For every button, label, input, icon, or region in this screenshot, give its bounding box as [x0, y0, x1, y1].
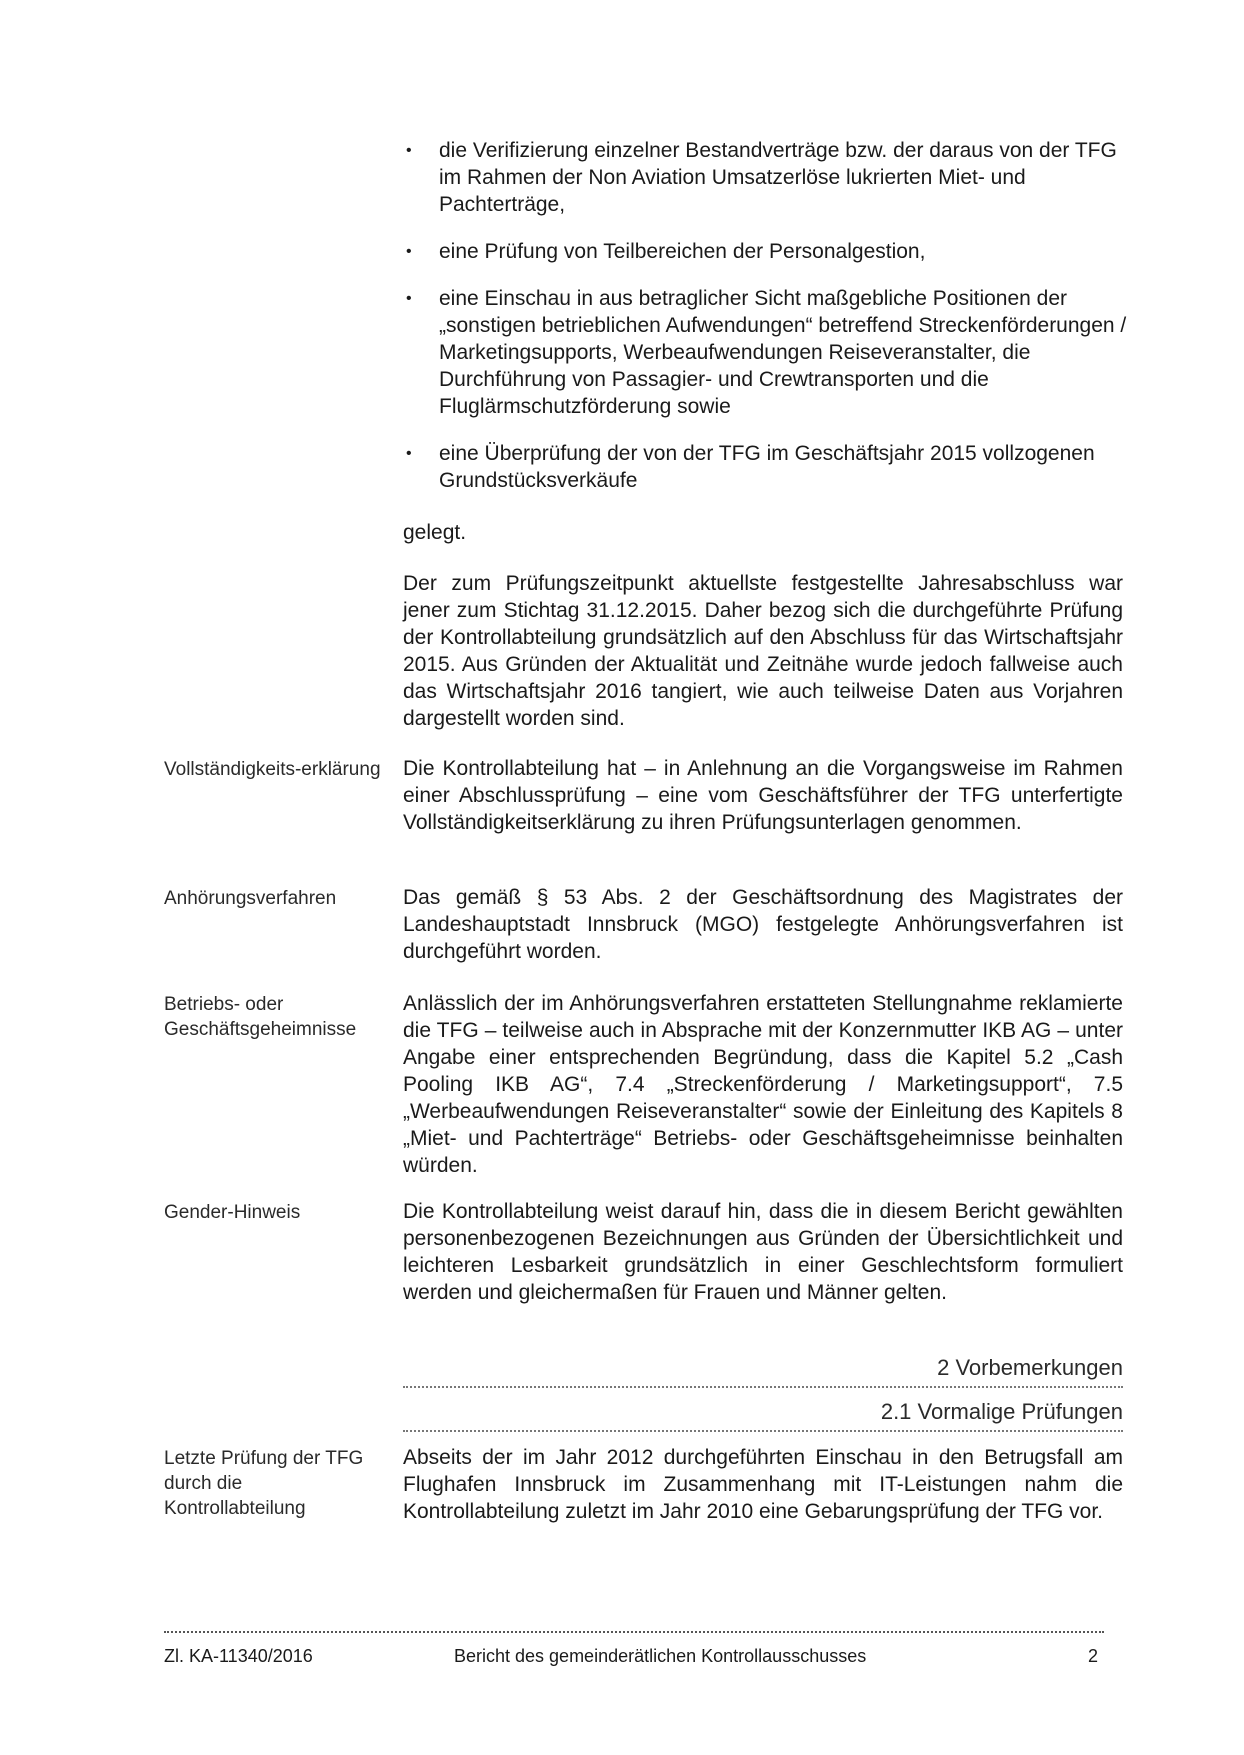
bullet-icon: •: [406, 142, 412, 159]
intro-paragraph: Der zum Prüfungszeitpunkt aktuellste festgestellte Jahresabschluss war jener zum Stichtag 31.12.2015. Daher bezog sich die durchgeführte Prüfung der Kontrollabteilung grundsätzlich auf den Abschluss für das Wirtschaftsjahr 2015. Aus Gründen der Aktualität und Zeitnähe wurde jedoch fallweise auch das Wirtschaftsjahr 2016 tangiert, wie auch teilweise Daten aus Vorjahren dargestellt worden sind.: [403, 572, 1123, 730]
list-item: • die Verifizierung einzelner Bestandverträge bzw. der daraus von der TFG im Rahmen der Non Aviation Umsatzerlöse lukrierten Miet- und Pachterträge,: [406, 139, 1117, 216]
footer-divider: [164, 1631, 1104, 1633]
list-item: • eine Einschau in aus betraglicher Sicht maßgebliche Positionen der „sonstigen betrieblichen Aufwendungen“ betreffend Streckenförderungen / Marketingsupports, Werbeaufwendungen Reiseveranstalter, die Durchführung von Passagier- und Crewtransporten und die Fluglärmschutzförderung sowie: [406, 287, 1127, 418]
subchapter-divider: [403, 1430, 1123, 1432]
footer-title: Bericht des gemeinderätlichen Kontrollausschusses: [454, 1646, 867, 1666]
audit-scope-list: [403, 137, 1133, 514]
bullet-icon: •: [406, 290, 412, 307]
list-item: • eine Prüfung von Teilbereichen der Personalgestion,: [406, 240, 926, 263]
margin-label-gender: Gender-Hinweis: [164, 1202, 301, 1223]
footer-reference: Zl. KA-11340/2016: [164, 1646, 313, 1666]
list-item: • eine Überprüfung der von der TFG im Geschäftsjahr 2015 vollzogenen Grundstücksverkäufe: [406, 442, 1095, 492]
paragraph-vollstaendigkeit: Die Kontrollabteilung hat – in Anlehnung an die Vorgangsweise im Rahmen einer Abschlussprüfung – eine vom Geschäftsführer der TFG unterfertigte Vollständigkeitserklärung zu ihren Prüfungsunterlagen genommen.: [403, 757, 1123, 834]
bullet-icon: •: [406, 445, 412, 462]
paragraph-geheimnisse: Anlässlich der im Anhörungsverfahren erstatteten Stellungnahme reklamierte die TFG – teilweise auch in Absprache mit der Konzernmutter IKB AG – unter Angabe einer entsprechenden Begründung, dass die Kapitel 5.2 „Cash Pooling IKB AG“, 7.4 „Streckenförderung / Marketingsupport“, 7.5 „Werbeaufwendungen Reiseveranstalter“ sowie der Einleitung des Kapitels 8 „Miet- und Pachterträge“ Betriebs- oder Geschäftsgeheimnisse beinhalten würden.: [403, 992, 1123, 1177]
margin-label-vollstaendigkeit: Vollständigkeits-erklärung: [164, 759, 381, 780]
chapter-heading: 2 Vorbemerkungen: [937, 1355, 1123, 1380]
margin-label-anhoerung: Anhörungsverfahren: [164, 888, 337, 909]
margin-label-geheimnisse: Betriebs- oder Geschäftsgeheimnisse: [164, 994, 357, 1040]
page-number: 2: [1088, 1646, 1099, 1666]
paragraph-anhoerung: Das gemäß § 53 Abs. 2 der Geschäftsordnung des Magistrates der Landeshauptstadt Innsbruck (MGO) festgelegte Anhörungsverfahren ist durchgeführt worden.: [403, 886, 1123, 963]
subchapter-heading: 2.1 Vormalige Prüfungen: [880, 1399, 1123, 1424]
chapter-divider: [403, 1386, 1123, 1388]
paragraph-gender: Die Kontrollabteilung weist darauf hin, dass die in diesem Bericht gewählten personenbezogenen Bezeichnungen aus Gründen der Übersichtlichkeit und leichteren Lesbarkeit grundsätzlich in einer Geschlechtsform formuliert werden und gleichermaßen für Frauen und Männer gelten.: [403, 1200, 1123, 1304]
paragraph-letzte-pruefung: Abseits der im Jahr 2012 durchgeführten Einschau in den Betrugsfall am Flughafen Innsbruck im Zusammenhang mit IT-Leistungen nahm die Kontrollabteilung zuletzt im Jahr 2010 eine Gebarungsprüfung der TFG vor.: [403, 1446, 1123, 1523]
bullet-icon: •: [406, 243, 412, 260]
gelegt-text: gelegt.: [403, 521, 467, 544]
margin-label-letzte-pruefung: Letzte Prüfung der TFG durch die Kontrollabteilung: [164, 1448, 364, 1519]
